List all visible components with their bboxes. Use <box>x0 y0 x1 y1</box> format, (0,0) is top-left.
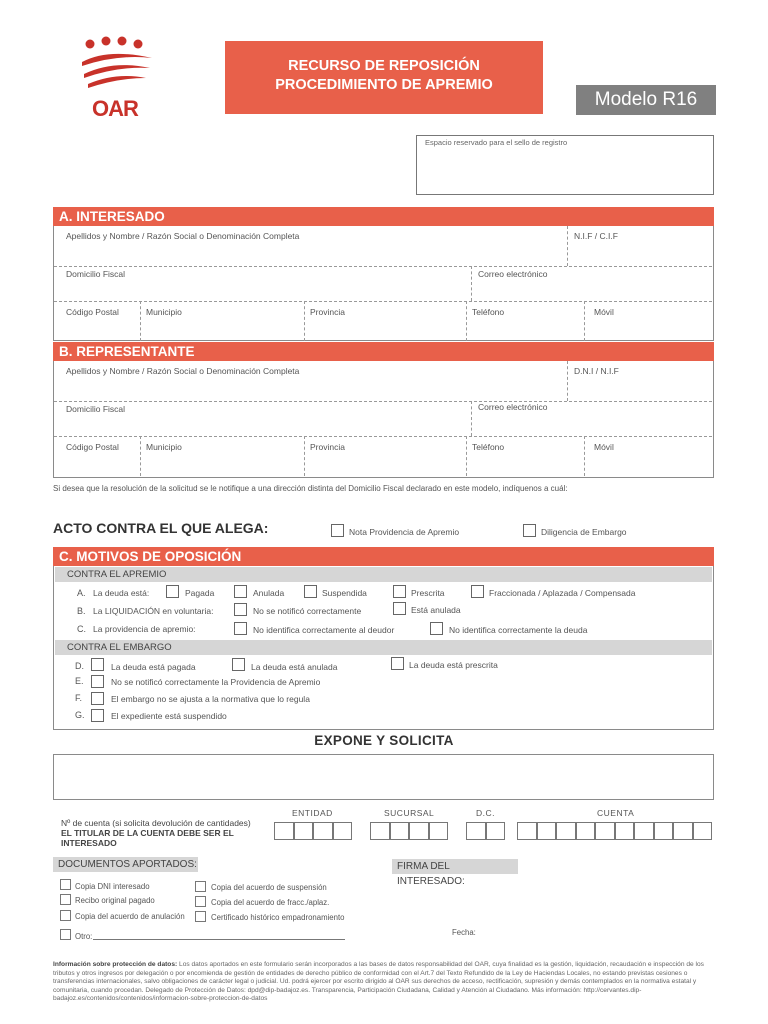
section-a-header: A. INTERESADO <box>53 207 714 226</box>
doc-fracc-checkbox[interactable] <box>195 896 206 907</box>
account-digit-box[interactable] <box>556 822 576 840</box>
account-digit-box[interactable] <box>693 822 713 840</box>
row-g-letter: G. <box>75 710 85 720</box>
doc-anulacion-checkbox[interactable] <box>60 910 71 921</box>
prescrita-checkbox[interactable] <box>393 585 406 598</box>
b-name-label: Apellidos y Nombre / Razón Social o Denominación Completa <box>66 366 300 376</box>
account-digit-box[interactable] <box>517 822 537 840</box>
esta-anulada-label: Está anulada <box>411 605 461 615</box>
embargo-normativa-label: El embargo no se ajusta a la normativa que lo regula <box>111 694 310 704</box>
title-line-1: RECURSO DE REPOSICIÓN <box>288 58 480 74</box>
titular-note: EL TITULAR DE LA CUENTA DEBE SER EL INTERESADO <box>61 828 234 848</box>
documentos-header: DOCUMENTOS APORTADOS: <box>53 857 198 872</box>
data-protection-info <box>53 961 715 1004</box>
account-digit-box[interactable] <box>429 822 449 840</box>
b-dni-label: D.N.I / N.I.F <box>574 366 619 376</box>
account-digit-box[interactable] <box>595 822 615 840</box>
b-provincia-label: Provincia <box>310 442 345 452</box>
a-divider <box>567 226 568 266</box>
doc-recibo-checkbox[interactable] <box>60 894 71 905</box>
row-a-letter: A. <box>77 588 86 598</box>
deuda-anulada-checkbox[interactable] <box>232 658 245 671</box>
expediente-suspendido-checkbox[interactable] <box>91 709 104 722</box>
info-bold: Información sobre protección de datos: <box>53 961 178 968</box>
acto-title: ACTO CONTRA EL QUE ALEGA: <box>53 520 269 536</box>
registry-stamp-area <box>416 135 714 195</box>
expediente-suspendido-label: El expediente está suspendido <box>111 711 227 721</box>
form-title <box>225 41 543 114</box>
no-identifica-deuda-checkbox[interactable] <box>430 622 443 635</box>
no-identifica-deuda-label: No identifica correctamente la deuda <box>449 625 588 635</box>
no-notifico-checkbox[interactable] <box>234 603 247 616</box>
title-line-2: PROCEDIMIENTO DE APREMIO <box>275 77 493 93</box>
account-note <box>61 818 276 848</box>
b-telefono-label: Teléfono <box>472 442 505 452</box>
account-digit-box[interactable] <box>615 822 635 840</box>
a-divider <box>304 301 305 341</box>
stamp-label: Espacio reservado para el sello de registro <box>425 138 568 147</box>
fraccionada-label: Fraccionada / Aplazada / Compensada <box>489 588 636 598</box>
pagada-checkbox[interactable] <box>166 585 179 598</box>
account-digit-box[interactable] <box>274 822 294 840</box>
contra-embargo-bar: CONTRA EL EMBARGO <box>55 640 712 655</box>
b-divider <box>304 436 305 476</box>
suspendida-checkbox[interactable] <box>304 585 317 598</box>
section-c-header: C. MOTIVOS DE OPOSICIÓN <box>53 547 714 566</box>
a-nif-label: N.I.F / C.I.F <box>574 231 618 241</box>
b-divider <box>471 401 472 436</box>
prescrita-label: Prescrita <box>411 588 445 598</box>
deuda-prescrita-label: La deuda está prescrita <box>409 660 498 670</box>
doc-anulacion-label: Copia del acuerdo de anulación <box>75 912 185 921</box>
doc-fracc-label: Copia del acuerdo de fracc./aplaz. <box>211 898 330 907</box>
account-digit-box[interactable] <box>537 822 557 840</box>
no-notifico-providencia-label: No se notificó correctamente la Providencia de Apremio <box>111 677 321 687</box>
b-divider <box>140 436 141 476</box>
pagada-label: Pagada <box>185 588 215 598</box>
b-divider <box>54 401 712 402</box>
firma-header: FIRMA DEL INTERESADO: <box>392 859 518 874</box>
no-identifica-deudor-label: No identifica correctamente al deudor <box>253 625 395 635</box>
no-identifica-deudor-checkbox[interactable] <box>234 622 247 635</box>
a-divider <box>584 301 585 341</box>
sucursal-header: SUCURSAL <box>384 808 435 818</box>
cuenta-header: CUENTA <box>597 808 635 818</box>
fraccionada-checkbox[interactable] <box>471 585 484 598</box>
deuda-pagada-label: La deuda está pagada <box>111 662 196 672</box>
account-digit-box[interactable] <box>390 822 410 840</box>
doc-recibo-label: Recibo original pagado <box>75 896 155 905</box>
b-domicilio-label: Domicilio Fiscal <box>66 404 126 414</box>
a-provincia-label: Provincia <box>310 307 345 317</box>
b-municipio-label: Municipio <box>146 442 182 452</box>
account-note-text: Nº de cuenta (si solicita devolución de cantidades) <box>61 818 251 828</box>
acto-providencia-label: Nota Providencia de Apremio <box>349 527 460 537</box>
row-c-label: La providencia de apremio: <box>93 624 196 634</box>
row-e-letter: E. <box>75 676 84 686</box>
b-divider <box>584 436 585 476</box>
section-b-header: B. REPRESENTANTE <box>53 342 714 361</box>
doc-empadronamiento-label: Certificado histórico empadronamiento <box>211 913 345 922</box>
fecha-label: Fecha: <box>452 928 476 937</box>
row-b-letter: B. <box>77 606 86 616</box>
account-digit-box[interactable] <box>409 822 429 840</box>
a-municipio-label: Municipio <box>146 307 182 317</box>
account-digit-box[interactable] <box>673 822 693 840</box>
account-digit-box[interactable] <box>370 822 390 840</box>
logo-text: OAR <box>92 96 138 121</box>
acto-embargo-label: Diligencia de Embargo <box>541 527 627 537</box>
doc-otro-checkbox[interactable] <box>60 929 71 940</box>
a-divider <box>471 266 472 301</box>
deuda-pagada-checkbox[interactable] <box>91 658 104 671</box>
expone-textarea[interactable] <box>53 754 714 800</box>
acto-embargo-checkbox[interactable] <box>523 524 536 537</box>
deuda-prescrita-checkbox[interactable] <box>391 657 404 670</box>
account-digit-box[interactable] <box>486 822 506 840</box>
info-text: Los datos aportados en este formulario serán incorporados a las bases de datos responsabilidad del OAR, cuya finalidad es la gestión, liquidación, recaudación e inspección de los tributos y otros ingresos por delegación o por encomienda de gestión de entidades de derecho público de conformidad con el Art.7 del Texto Refundido de la Ley de Haciendas Locales, no estando previstas cesiones o transferencias internacionales, salvo obligaciones de carácter legal o judicial. Ud. podrá ejercer por escrito dirigido al OAR sus derechos de acceso, rectificación, supresión y demás contemplados en la normativa estatal y comunitaria, cuando procedan. Delegado de Protección de Datos: dpd@dip-badajoz.es. Transparencia, Participación Ciudadana, Calidad y Atención al Ciudadano. Más información: http://cervantes.dip-badajoz.es/contenidos/contenidos/informacion-sobre-proteccion-de-datos <box>53 961 704 1003</box>
b-cp-label: Código Postal <box>66 442 119 452</box>
account-digit-box[interactable] <box>654 822 674 840</box>
doc-suspension-label: Copia del acuerdo de suspensión <box>211 883 327 892</box>
account-digit-box[interactable] <box>313 822 333 840</box>
section-a-form <box>53 226 714 341</box>
anulada-label: Anulada <box>253 588 285 598</box>
a-correo-label: Correo electrónico <box>478 269 548 279</box>
anulada-checkbox[interactable] <box>234 585 247 598</box>
doc-otro-line[interactable] <box>93 939 345 940</box>
b-divider <box>567 361 568 401</box>
doc-otro-label: Otro: <box>75 932 93 941</box>
entidad-header: ENTIDAD <box>292 808 333 818</box>
no-notifico-label: No se notificó correctamente <box>253 606 362 616</box>
contra-apremio-bar: CONTRA EL APREMIO <box>55 567 712 582</box>
acto-providencia-checkbox[interactable] <box>331 524 344 537</box>
doc-dni-label: Copia DNI interesado <box>75 882 150 891</box>
account-digit-box[interactable] <box>466 822 486 840</box>
account-digit-box[interactable] <box>294 822 314 840</box>
deuda-anulada-label: La deuda está anulada <box>251 662 338 672</box>
a-domicilio-label: Domicilio Fiscal <box>66 269 126 279</box>
section-b-form <box>53 361 714 478</box>
notification-address-note: Si desea que la resolución de la solicitud se le notifique a una dirección distinta del Domicilio Fiscal declarado en este modelo, indíquenos a cuál: <box>53 484 568 493</box>
b-divider <box>54 436 712 437</box>
b-divider <box>466 436 467 476</box>
dc-header: D.C. <box>476 808 495 818</box>
embargo-normativa-checkbox[interactable] <box>91 692 104 705</box>
b-movil-label: Móvil <box>594 442 614 452</box>
row-f-letter: F. <box>75 693 83 703</box>
a-divider <box>54 266 712 267</box>
account-digit-box[interactable] <box>333 822 353 840</box>
esta-anulada-checkbox[interactable] <box>393 602 406 615</box>
oar-logo <box>78 36 158 124</box>
doc-dni-checkbox[interactable] <box>60 879 71 890</box>
doc-suspension-checkbox[interactable] <box>195 881 206 892</box>
no-notifico-providencia-checkbox[interactable] <box>91 675 104 688</box>
row-a-label: La deuda está: <box>93 588 150 598</box>
a-divider <box>466 301 467 341</box>
account-digit-box[interactable] <box>576 822 596 840</box>
b-correo-label: Correo electrónico <box>478 402 548 412</box>
a-divider <box>54 301 712 302</box>
modelo-badge: Modelo R16 <box>576 85 716 115</box>
doc-empadronamiento-checkbox[interactable] <box>195 911 206 922</box>
expone-title: EXPONE Y SOLICITA <box>314 733 454 748</box>
a-cp-label: Código Postal <box>66 307 119 317</box>
row-d-letter: D. <box>75 661 84 671</box>
a-divider <box>140 301 141 341</box>
a-telefono-label: Teléfono <box>472 307 505 317</box>
row-c-letter: C. <box>77 624 86 634</box>
row-b-label: La LIQUIDACIÓN en voluntaria: <box>93 606 214 616</box>
a-name-label: Apellidos y Nombre / Razón Social o Denominación Completa <box>66 231 300 241</box>
account-digit-box[interactable] <box>634 822 654 840</box>
suspendida-label: Suspendida <box>322 588 367 598</box>
a-movil-label: Móvil <box>594 307 614 317</box>
